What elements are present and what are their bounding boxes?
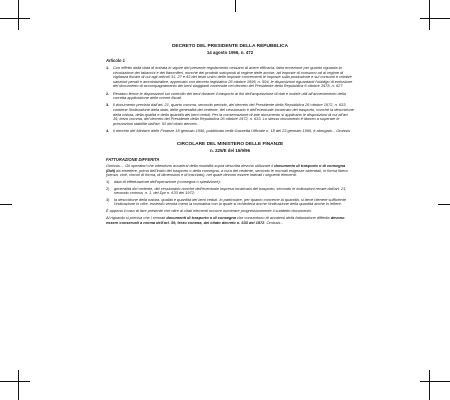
crop-mark (420, 381, 450, 382)
item-text: Con effetto dalla data di entrata in vigore del presente regolamento cessano di avere efficacia, fatta eccezione per quanto riguarda la circolazione dei tabacchi e dei fiammiferi, nonché dei prodotti sottoposti al regime delle accise, ad imposte di consumo od al regime di vigilanza fiscale di cui agli articoli 31, 27 e 63 del testo unico delle imposte concernenti le imposte sulla produzione e sui consumi e relative sanzioni penali e amministrative, approvato con decreto legislativo 26 ottobre 1995, n. 504, le disposizioni riguardanti l'obbligo di emissione del documento di accompagnamento dei beni viaggianti contenute nel decreto del Presidente della Repubblica 6 ottobre 1978, n. 627. (113, 65, 353, 89)
item-text: Restano ferme le disposizioni sul controllo dei beni durante il trasporto ai fini dell'acquisizione di dati e notizie utili all'accertamento della corretta applicazione delle norme fiscali. (113, 90, 346, 101)
crop-mark (18, 370, 19, 400)
paragraph-text: Al riguardo si precisa che i cennati (106, 215, 167, 221)
conservation-paragraph (106, 216, 354, 225)
item-text: Il decreto del Ministro delle Finanze 18 gennaio 1996, pubblicato nella Gazzetta Ufficiale n. 18 del 23 gennaio 1996, è abrogato... Omissis (113, 127, 351, 133)
intro-bold-text: documento di trasporto o di consegna (Ddt) (106, 163, 346, 173)
item-number: 4. (106, 127, 110, 133)
article-items (106, 66, 354, 134)
list-number: 2) (106, 185, 110, 191)
item-number: 1. (106, 65, 110, 70)
list-item (106, 180, 354, 185)
section-heading: FATTURAZIONE DIFFERITA (106, 156, 160, 162)
crop-mark (0, 18, 30, 19)
crop-mark (438, 204, 450, 205)
paragraph-bold-text-2: devono essere conservati a norma dell'art. 39, terzo comma, del citato decreto n. 633 del 1972 (106, 215, 345, 225)
article-item (106, 66, 354, 89)
list-text: data di effettuazione dell'operazione (consegna o spedizione); (114, 179, 221, 185)
crop-mark (0, 381, 30, 382)
item-number: 3. (106, 102, 110, 108)
paragraph-text-continued: che consentono di avvalersi della fatturazione differita (235, 215, 331, 221)
article-item (106, 92, 354, 101)
intro-text: Omissis.... Gli operatori che intendono avvalersi della modalità sopra descritta devono utilizzare il (106, 163, 275, 169)
list-item (106, 198, 354, 207)
list-item (106, 187, 354, 196)
crop-mark (420, 18, 450, 19)
article-heading: Articolo 1 (106, 58, 125, 64)
crop-mark (429, 0, 430, 30)
required-elements-list (106, 180, 354, 207)
list-text: generalità del cedente, del cessionario nonché dell'eventuale impresa incaricata del trasporto, secondo le indicazioni recate dall'art. 21, secondo comma, n. 1, del Dpr n. 633 del 1972; (114, 185, 347, 196)
paragraph-text-end: . Omissis... (264, 219, 284, 225)
article-item (106, 129, 354, 134)
intro-text-continued: da emettere, prima dell'inizio del trasporto o della consegna, a cura del cedente, secondo le normali esigenze aziendali, in forma libera (senza, cioè, vincoli di forma, di dimensioni e di tracciato), nel quale devono essere indicati i seguenti elementi: (106, 167, 348, 178)
document-page (106, 44, 354, 228)
list-text: la descrizione della natura, qualità e quantità dei beni ceduti. In particolare, per quanto concerne la quantità, si deve ritenere sufficiente l'indicazione in cifre, essendo venuta meno la normativa con la quale si richiedeva anche l'indicazione della quantità anche in lettere. (114, 196, 347, 207)
paragraph-bold-text: documenti di trasporto o di consegna (166, 215, 236, 221)
numbering-paragraph: È appena il caso di fare presente che oltre ai citati elementi occorre numerare progressivamente il suddetto documento. (106, 208, 312, 214)
article-item (106, 103, 354, 126)
crop-mark (235, 0, 236, 12)
item-text: Il documento previsto dall'art. 21, quarto comma, secondo periodo, del decreto del Presidente della Repubblica 26 ottobre 1972, n. 633, contiene l'indicazione della data, delle generalità del cedente, del cessionario e dell'eventuale incaricato del trasporto, nonché la descrizione della natura, della qualità e della quantità dei beni ceduti. Per la conservazione di tale documento si applicano le disposizioni di cui all'art. 39, terzo comma, del decreto del Presidente della Repubblica 26 ottobre 1972, n. 633. Lo stesso documento è idoneo a superare le presunzioni stabilite dall'art. 53 del citato decreto. (113, 102, 354, 126)
list-number: 3) (106, 196, 110, 202)
crop-mark (429, 370, 430, 400)
crop-mark (0, 204, 12, 205)
decree-subtitle: 14 agosto 1996, n. 472 (206, 50, 254, 55)
intro-paragraph (106, 164, 354, 178)
list-number: 1) (106, 179, 110, 185)
decree-title: DECRETO DEL PRESIDENTE DELLA REPUBBLICA (171, 44, 289, 49)
circular-subtitle: n. 225/E del 16/9/96 (209, 148, 251, 154)
crop-mark (18, 0, 19, 30)
item-number: 2. (106, 90, 110, 96)
circular-title: CIRCOLARE DEL MINISTERO DELLE FINANZE (176, 142, 284, 148)
